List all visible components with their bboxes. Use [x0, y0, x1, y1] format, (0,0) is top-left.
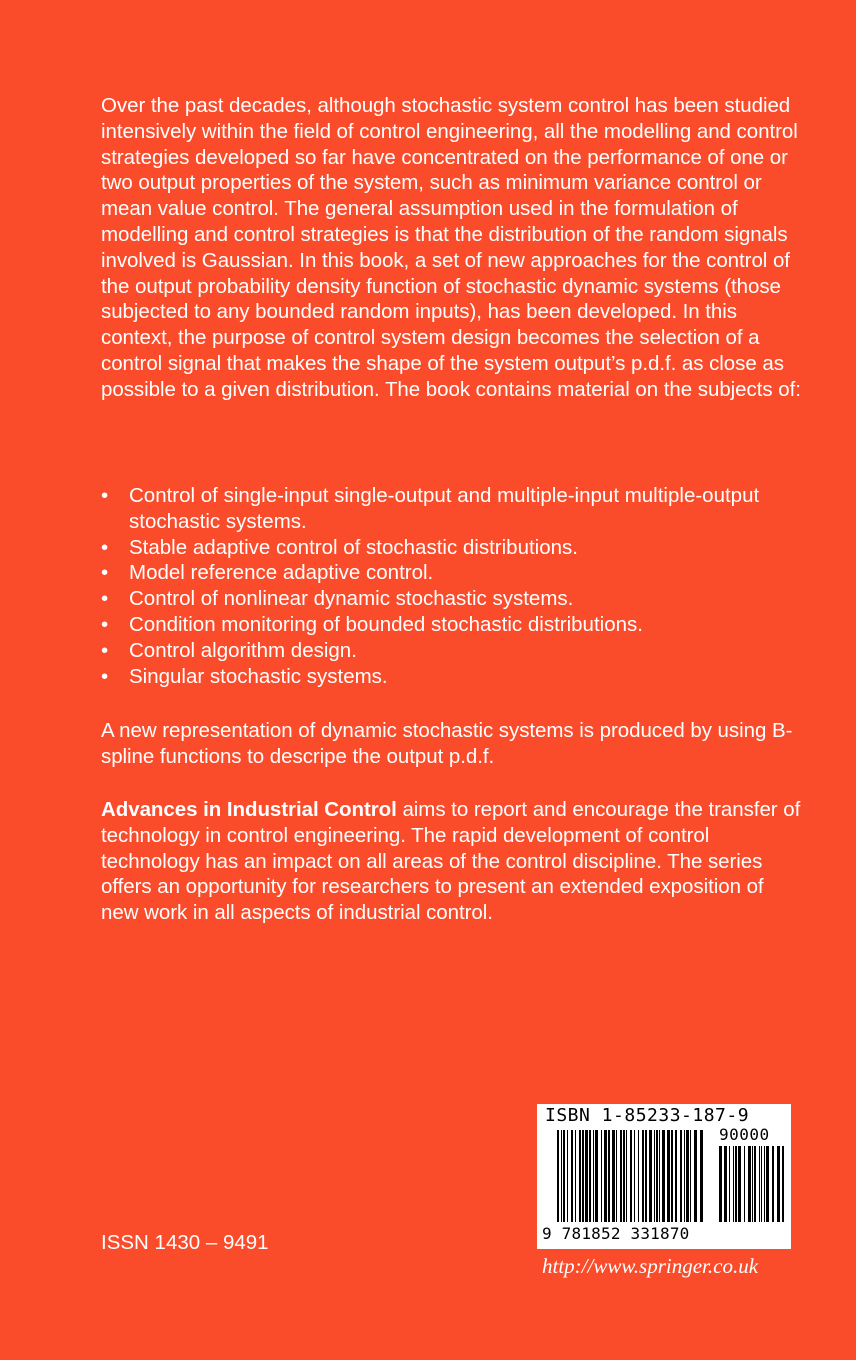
barcode-bar [630, 1130, 632, 1222]
addon-digits: 90000 [719, 1125, 770, 1144]
barcode-bar [738, 1146, 741, 1222]
bullet-icon: • [101, 638, 109, 662]
barcode-bar [680, 1130, 682, 1222]
barcode-bar [700, 1130, 703, 1222]
barcode-bar [608, 1130, 610, 1222]
barcode-bar [719, 1146, 722, 1222]
barcode-bar [733, 1146, 734, 1222]
barcode-bar [735, 1146, 737, 1222]
barcode-bar [667, 1130, 670, 1222]
list-item: • Singular stochastic systems. [101, 664, 388, 688]
bullet-icon: • [101, 535, 109, 559]
barcode-bar [694, 1130, 697, 1222]
barcode-bar [686, 1130, 689, 1222]
barcode-bar [671, 1130, 673, 1222]
barcode-bar [684, 1130, 685, 1222]
barcode-bar [724, 1146, 727, 1222]
bullet-icon: • [101, 612, 109, 636]
isbn-text: ISBN 1-85233-187-9 [545, 1105, 750, 1126]
series-paragraph [101, 797, 801, 926]
barcode-bar [620, 1130, 622, 1222]
barcode-bar [601, 1130, 602, 1222]
barcode-bar [579, 1130, 581, 1222]
barcode-bar [662, 1130, 665, 1222]
barcode-bar [659, 1130, 660, 1222]
intro-paragraph: Over the past decades, although stochastic system control has been studied intensively within the field of control engineering, all the modelling and control strategies developed so far have concentrated on the performance of one or two output properties of the system, such as minimum variance control or mean value control. The general assumption used in the formulation of modelling and control strategies is that the distribution of the random signals involved is Gaussian. In this book, a set of new approaches for the control of the output probability density function of stochastic dynamic systems (those subjected to any bounded random inputs), has been developed. In this context, the purpose of control system design becomes the selection of a control signal that makes the shape of the system output’s p.d.f. as close as possible to a given distribution. The book contains material on the subjects of: [101, 94, 801, 401]
barcode-bar [748, 1146, 751, 1222]
barcode-bar [656, 1130, 658, 1222]
barcode-bar [782, 1146, 784, 1222]
barcode-bar [563, 1130, 565, 1222]
barcode-bar [626, 1130, 627, 1222]
barcode-bar [561, 1130, 562, 1222]
list-item: • Stable adaptive control of stochastic distributions. [101, 535, 578, 559]
barcode-bar [585, 1130, 588, 1222]
barcode-bar [772, 1146, 774, 1222]
list-item: • Control of nonlinear dynamic stochastic systems. [101, 587, 574, 611]
representation-paragraph: A new representation of dynamic stochastic systems is produced by using B-spline functions to descripe the output p.d.f. [101, 719, 793, 768]
barcode-bar [589, 1130, 591, 1222]
barcode-bar [675, 1130, 677, 1222]
list-item: • Control of single-input single-output and multiple-input multiple-output stochastic systems. [101, 484, 760, 533]
barcode-bar [777, 1146, 780, 1222]
barcode-bar [754, 1146, 756, 1222]
bullet-icon: • [101, 664, 109, 688]
barcode-bar [766, 1146, 769, 1222]
barcode-bar [575, 1130, 576, 1222]
barcode-bar [571, 1130, 573, 1222]
barcode-bar [642, 1130, 644, 1222]
list-item: • Control algorithm design. [101, 638, 357, 662]
barcode-bar [690, 1130, 691, 1222]
bullet-icon: • [101, 561, 109, 585]
series-description: aims to report and encourage the transfer of technology in control engineering. The rapid development of control technology has an impact on all areas of the control discipline. The series offers an opportunity for researchers to present an extended exposition of new work in all aspects of industrial control. [101, 798, 801, 925]
barcode-bar [645, 1130, 647, 1222]
barcode-bar [616, 1130, 617, 1222]
barcode-bar [567, 1130, 568, 1222]
barcode-bar [634, 1130, 635, 1222]
barcode-bar [604, 1130, 607, 1222]
bullet-icon: • [101, 484, 109, 507]
ean-digits: 9 781852 331870 [542, 1224, 690, 1243]
topics-list [101, 483, 801, 689]
barcode-bar [582, 1130, 584, 1222]
issn-label: ISSN 1430 – 9491 [101, 1231, 269, 1254]
barcode-bar [623, 1130, 625, 1222]
barcode-bar [729, 1146, 730, 1222]
bullet-icon: • [101, 587, 109, 611]
barcode-bar [759, 1146, 760, 1222]
series-name: Advances in Industrial Control [101, 798, 397, 821]
barcode-bar [638, 1130, 639, 1222]
barcode-bar [649, 1130, 652, 1222]
barcode-bar [752, 1146, 753, 1222]
barcode-bar [764, 1146, 765, 1222]
barcode-bar [761, 1146, 762, 1222]
list-item: • Model reference adaptive control. [101, 561, 434, 585]
barcode-bar [612, 1130, 615, 1222]
barcode-bar [595, 1130, 598, 1222]
barcode-bar [593, 1130, 594, 1222]
barcode-bar [744, 1146, 745, 1222]
publisher-url[interactable]: http://www.springer.co.uk [542, 1254, 759, 1278]
barcode-bar [557, 1130, 559, 1222]
barcode-bar [654, 1130, 655, 1222]
list-item: • Condition monitoring of bounded stochastic distributions. [101, 612, 643, 636]
barcode [537, 1104, 791, 1249]
